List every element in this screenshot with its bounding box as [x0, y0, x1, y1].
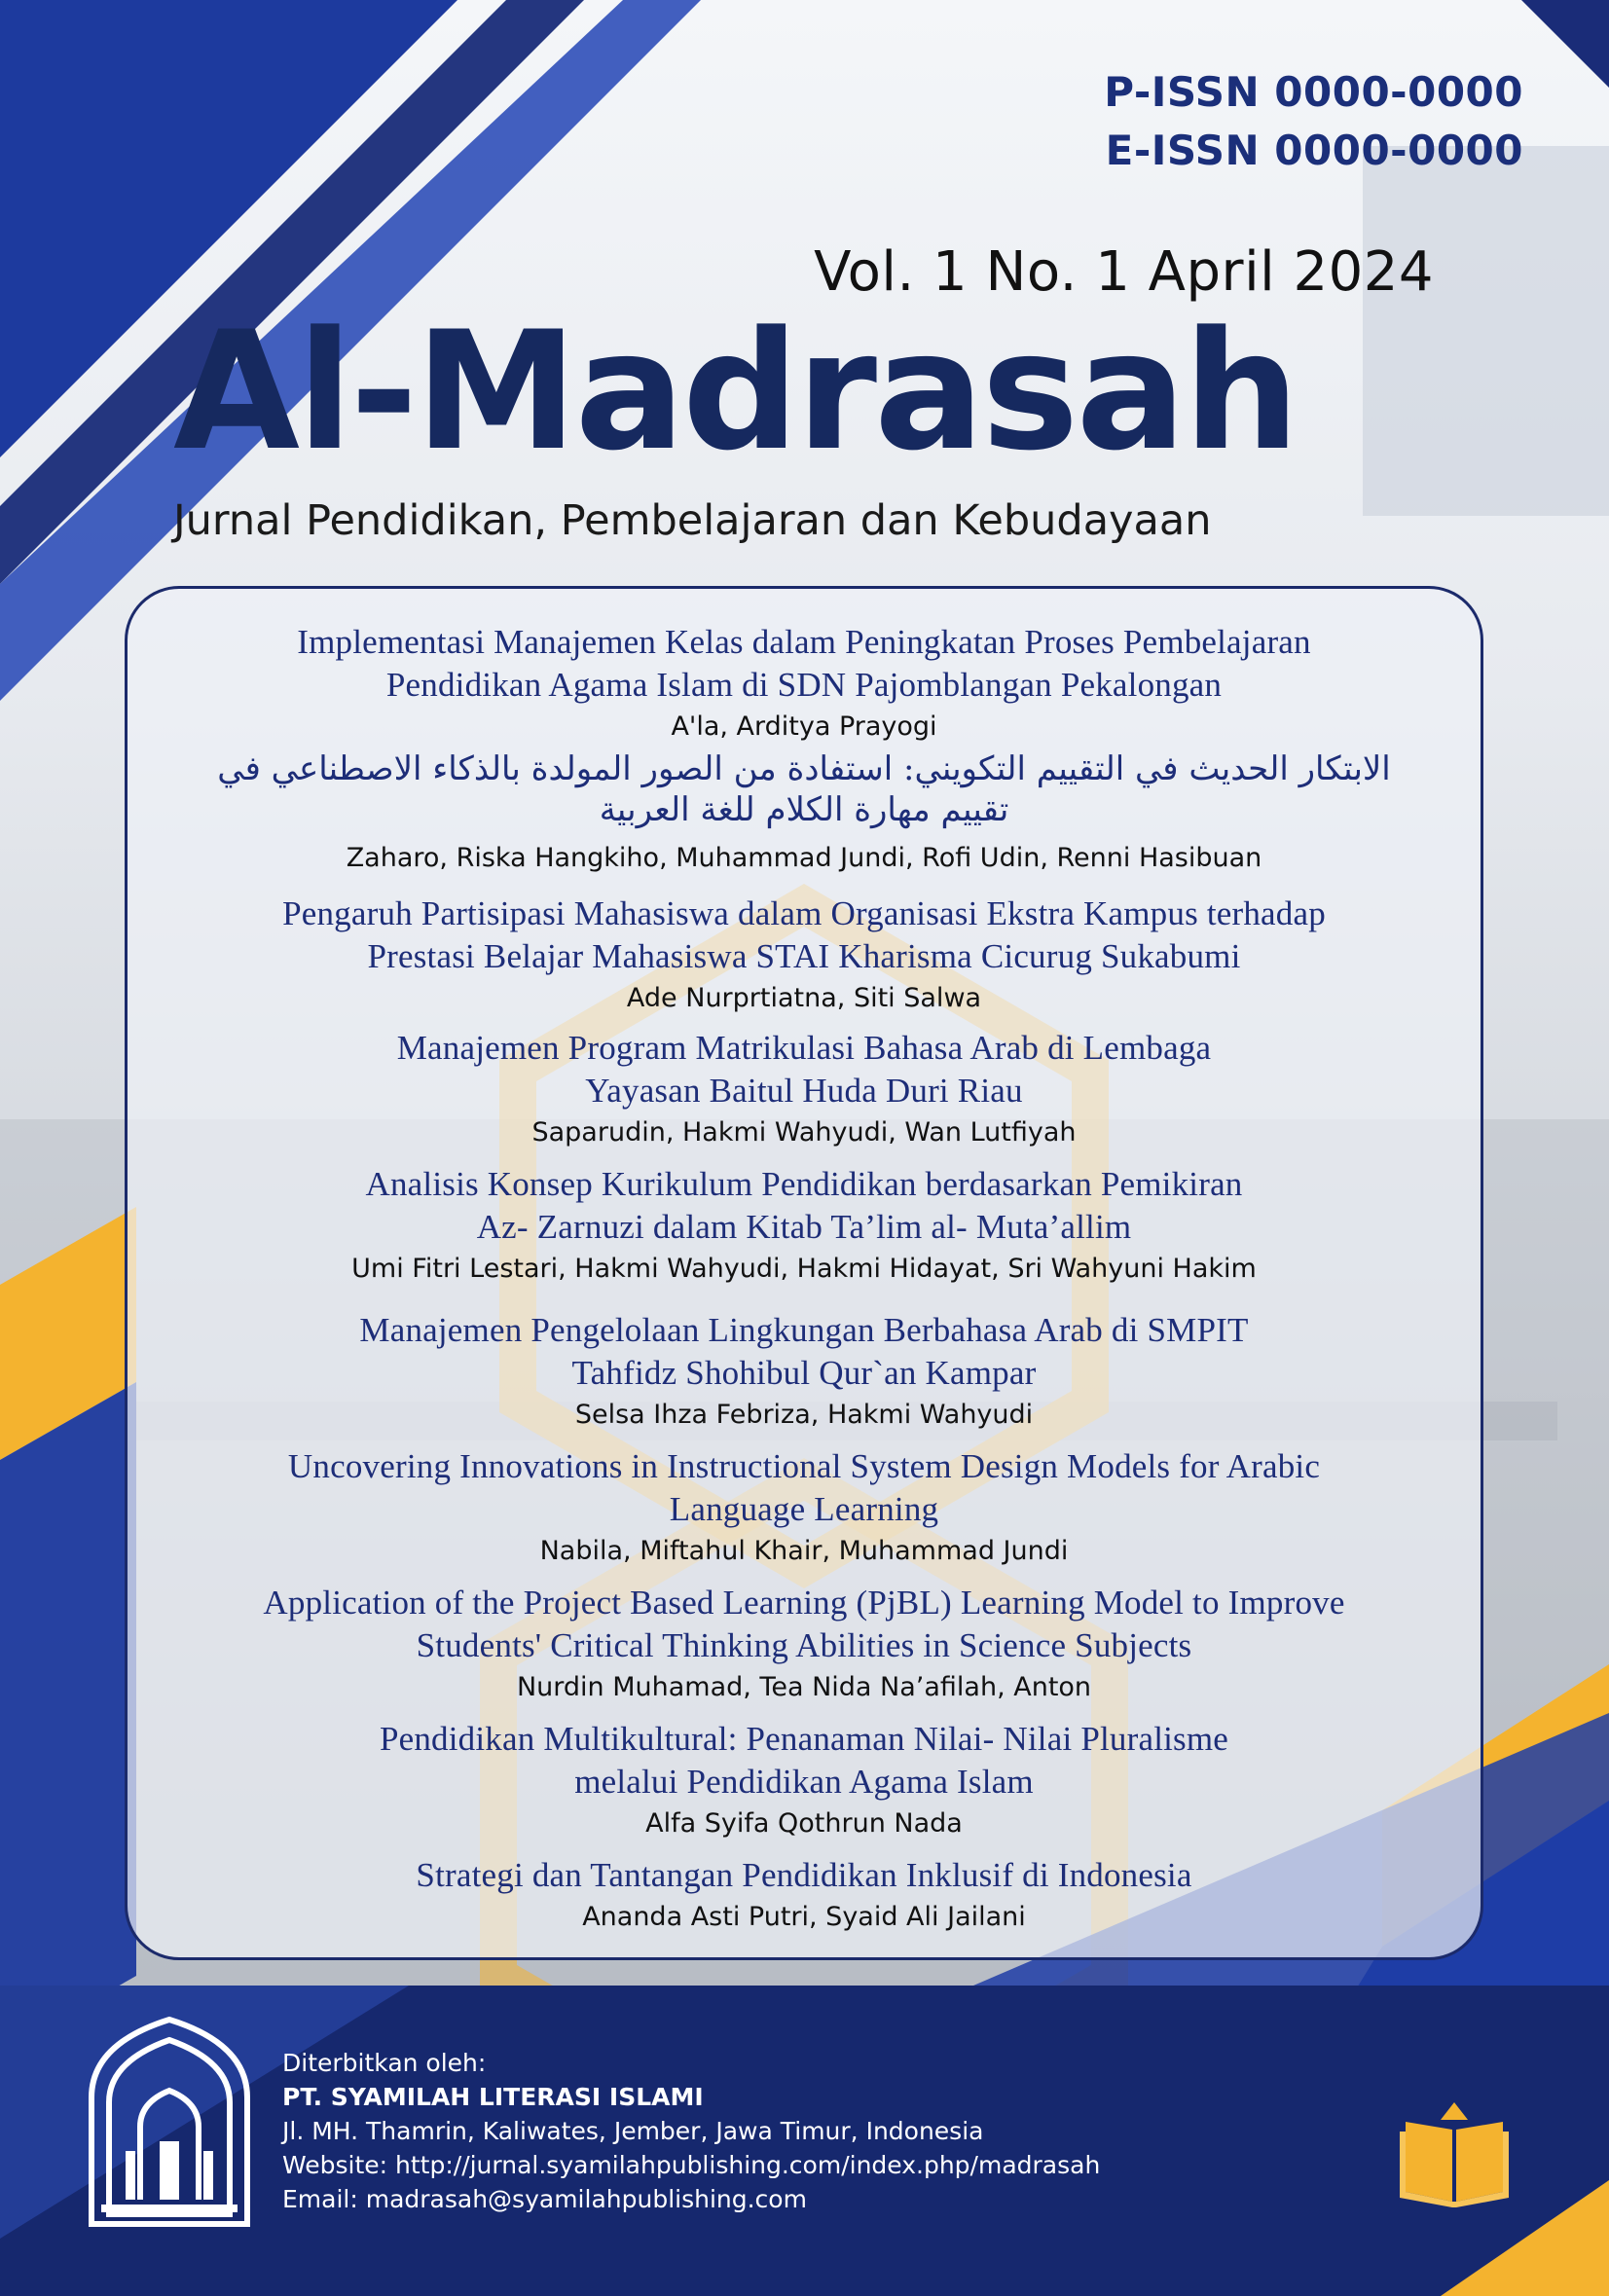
issue-label: Vol. 1 No. 1 April 2024 — [814, 240, 1434, 304]
article-title: Prestasi Belajar Mahasiswa STAI Kharisma Cicurug Sukabumi — [367, 937, 1241, 975]
publisher-info — [282, 2046, 1100, 2216]
open-book-icon — [1392, 2093, 1517, 2209]
article-title: melalui Pendidikan Agama Islam — [574, 1763, 1034, 1801]
article-title: Manajemen Program Matrikulasi Bahasa Arab di Lembaga — [396, 1029, 1212, 1067]
table-of-contents — [125, 586, 1483, 1960]
article-entry — [128, 1582, 1481, 1706]
print-issn: P-ISSN 0000-0000 — [1104, 68, 1523, 116]
article-title: Yayasan Baitul Huda Duri Riau — [585, 1072, 1023, 1110]
publisher-address: Jl. MH. Thamrin, Kaliwates, Jember, Jawa Timur, Indonesia — [282, 2117, 984, 2145]
article-title: Tahfidz Shohibul Qur`an Kampar — [571, 1354, 1037, 1392]
article-title: Language Learning — [669, 1490, 939, 1528]
publisher-logo-icon — [72, 2005, 267, 2239]
publisher-name: PT. SYAMILAH LITERASI ISLAMI — [282, 2083, 704, 2111]
article-entry — [128, 1309, 1481, 1434]
journal-subtitle: Jurnal Pendidikan, Pembelajaran dan Kebudayaan — [173, 496, 1212, 545]
article-title: Analisis Konsep Kurikulum Pendidikan berdasarkan Pemikiran — [365, 1165, 1243, 1203]
publisher-email[interactable]: Email: madrasah@syamilahpublishing.com — [282, 2185, 807, 2213]
article-authors: Umi Fitri Lestari, Hakmi Wahyudi, Hakmi Hidayat, Sri Wahyuni Hakim — [351, 1254, 1257, 1284]
article-entry — [128, 1445, 1481, 1570]
article-authors: A'la, Arditya Prayogi — [671, 711, 937, 742]
article-title: Manajemen Pengelolaan Lingkungan Berbahasa Arab di SMPIT — [359, 1311, 1249, 1349]
article-authors: Saparudin, Hakmi Wahyudi, Wan Lutfiyah — [531, 1117, 1077, 1148]
article-authors: Ade Nurprtiatna, Siti Salwa — [626, 983, 982, 1013]
electronic-issn: E-ISSN 0000-0000 — [1105, 127, 1523, 174]
publisher-website[interactable]: Website: http://jurnal.syamilahpublishing.com/index.php/madrasah — [282, 2151, 1101, 2179]
journal-title: Al-Madrasah — [173, 296, 1298, 487]
article-entry — [128, 748, 1481, 877]
article-authors: Zaharo, Riska Hangkiho, Muhammad Jundi, Rofi Udin, Renni Hasibuan — [346, 843, 1262, 873]
article-title: Uncovering Innovations in Instructional System Design Models for Arabic — [287, 1447, 1321, 1485]
article-authors: Nabila, Miftahul Khair, Muhammad Jundi — [539, 1536, 1069, 1566]
article-entry — [128, 621, 1481, 746]
article-title: Pendidikan Agama Islam di SDN Pajomblangan Pekalongan — [385, 666, 1223, 704]
article-entry — [128, 1718, 1481, 1842]
article-title: Strategi dan Tantangan Pendidikan Inklusif di Indonesia — [416, 1856, 1192, 1894]
article-authors: Selsa Ihza Febriza, Hakmi Wahyudi — [574, 1400, 1034, 1430]
article-title: تقييم مهارة الكلام للغة العربية — [599, 790, 1009, 829]
article-title: Students' Critical Thinking Abilities in Science Subjects — [416, 1626, 1192, 1664]
article-entry — [128, 1027, 1481, 1151]
article-entry — [128, 1854, 1481, 1936]
article-title: Pengaruh Partisipasi Mahasiswa dalam Organisasi Ekstra Kampus terhadap — [282, 894, 1326, 932]
article-title: Pendidikan Multikultural: Penanaman Nilai- Nilai Pluralisme — [379, 1720, 1229, 1758]
article-entry — [128, 1163, 1481, 1288]
article-authors: Nurdin Muhamad, Tea Nida Na’afilah, Anton — [516, 1672, 1092, 1702]
article-title: Application of the Project Based Learning (PjBL) Learning Model to Improve — [263, 1584, 1345, 1622]
article-title: Implementasi Manajemen Kelas dalam Peningkatan Proses Pembelajaran — [297, 623, 1311, 661]
article-authors: Alfa Syifa Qothrun Nada — [645, 1808, 963, 1839]
publisher-intro: Diterbitkan oleh: — [282, 2049, 487, 2077]
article-entry — [128, 893, 1481, 1017]
article-title: الابتكار الحديث في التقييم التكويني: استفادة من الصور المولدة بالذكاء الاصطناعي في — [217, 749, 1391, 788]
article-authors: Ananda Asti Putri, Syaid Ali Jailani — [582, 1902, 1026, 1932]
article-title: Az- Zarnuzi dalam Kitab Ta’lim al- Muta’allim — [476, 1208, 1132, 1246]
